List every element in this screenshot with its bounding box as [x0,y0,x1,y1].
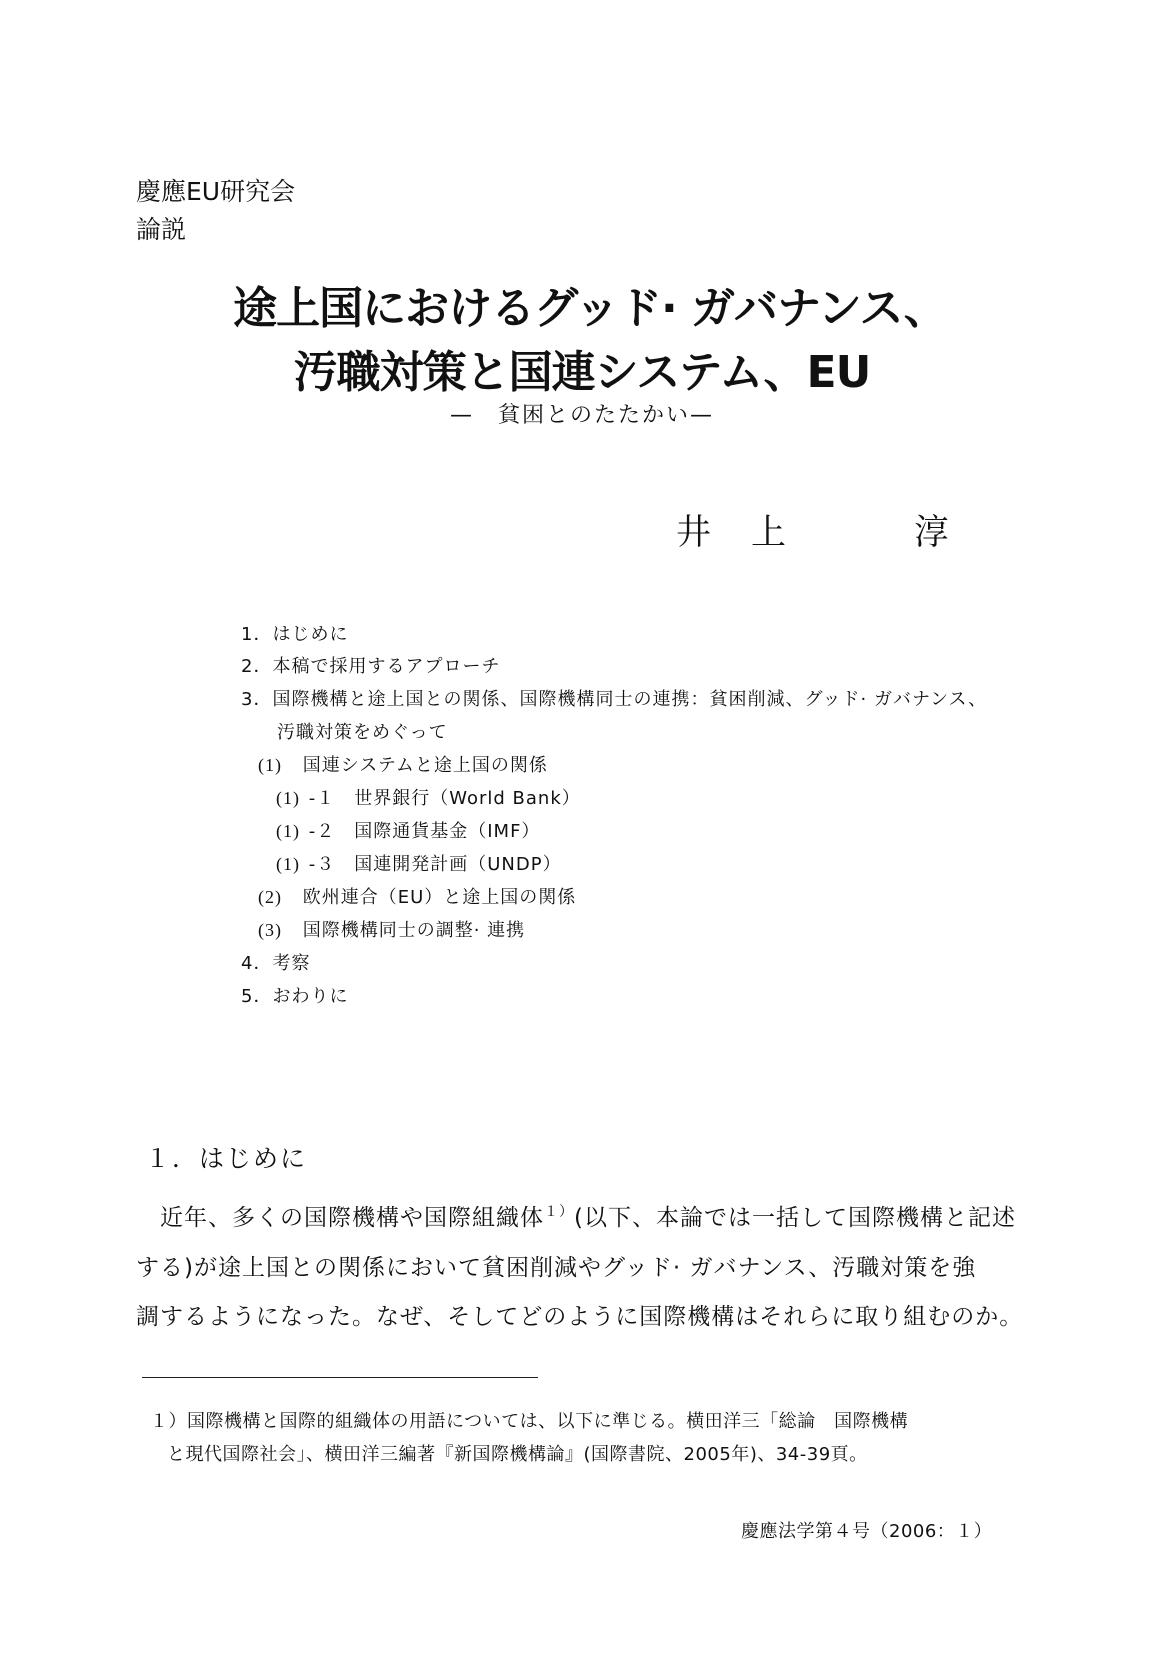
body-paragraph-line-2: する)が途上国との関係において貧困削減やグッド· ガバナンス、汚職対策を強 [136,1255,977,1281]
footnote-line-2: と現代国際社会」、横田洋三編著『新国際機構論』(国際書院、2005年)、34-39頁。 [167,1444,868,1465]
toc-item-3-1 [258,751,548,777]
footnote-line-1: １）国際機構と国際的組織体の用語については、以下に準じる。横田洋三「総論 国際機構 [150,1411,909,1432]
article-subtitle: — 貧困とのたたかい— [449,403,714,428]
toc-item-3-1-2 [276,817,540,843]
body-text: 近年、多くの国際機構や国際組織体 [160,1205,544,1231]
toc-item-number: (1) [276,821,300,841]
body-paragraph-line-1 [160,1199,1016,1232]
toc-item-4: 4．考察 [241,953,311,974]
organization-label: 慶應EU研究会 [136,177,296,206]
toc-item-number: (3) [258,920,282,940]
toc-item-text: -１ 世界銀行（World Bank） [308,788,581,809]
toc-item-number: (1) [276,788,300,808]
toc-item-number: (1) [258,755,282,775]
author-name-char-1: 井 [676,513,712,553]
body-text: (以下、本論では一括して国際機構と記述 [574,1205,1016,1231]
toc-item-number: (1) [276,854,300,874]
toc-item-text: 欧州連合（EU）と途上国の関係 [302,887,577,908]
footnote-divider [142,1377,538,1378]
author-name-char-2: 上 [751,513,787,553]
footnote-reference: １） [544,1204,574,1220]
toc-item-1: 1．はじめに [241,624,349,645]
toc-item-number: (2) [258,887,282,907]
toc-item-text: 国際機構同士の調整· 連携 [302,920,526,941]
toc-item-text: 国連システムと途上国の関係 [302,755,548,776]
toc-item-3-3 [258,916,525,942]
toc-item-3-2 [258,883,576,909]
toc-item-2: 2．本稿で採用するアプローチ [241,656,501,677]
toc-item-text: -２ 国際通貨基金（IMF） [308,821,541,842]
article-title-line-1: 途上国におけるグッド· ガバナンス、 [233,283,947,334]
author-name-char-3: 淳 [914,513,950,553]
body-paragraph-line-3: 調するようになった。なぜ、そしてどのように国際機構はそれらに取り組むのか。 [136,1304,1024,1330]
journal-citation-footer: 慶應法学第４号（2006：１） [741,1521,993,1542]
article-category: 論説 [136,215,187,244]
toc-item-3-1-1 [276,784,581,810]
toc-item-text: -３ 国連開発計画（UNDP） [308,854,562,875]
toc-item-5: 5．おわりに [241,986,349,1007]
toc-item-3-1-3 [276,850,562,876]
section-heading: １．はじめに [145,1144,308,1173]
toc-item-3-continued: 汚職対策をめぐって [277,722,448,743]
toc-item-3: 3．国際機構と途上国との関係、国際機構同士の連携：貧困削減、グッド· ガバナンス、 [241,689,988,710]
article-title-line-2: 汚職対策と国連システム、EU [293,347,871,398]
